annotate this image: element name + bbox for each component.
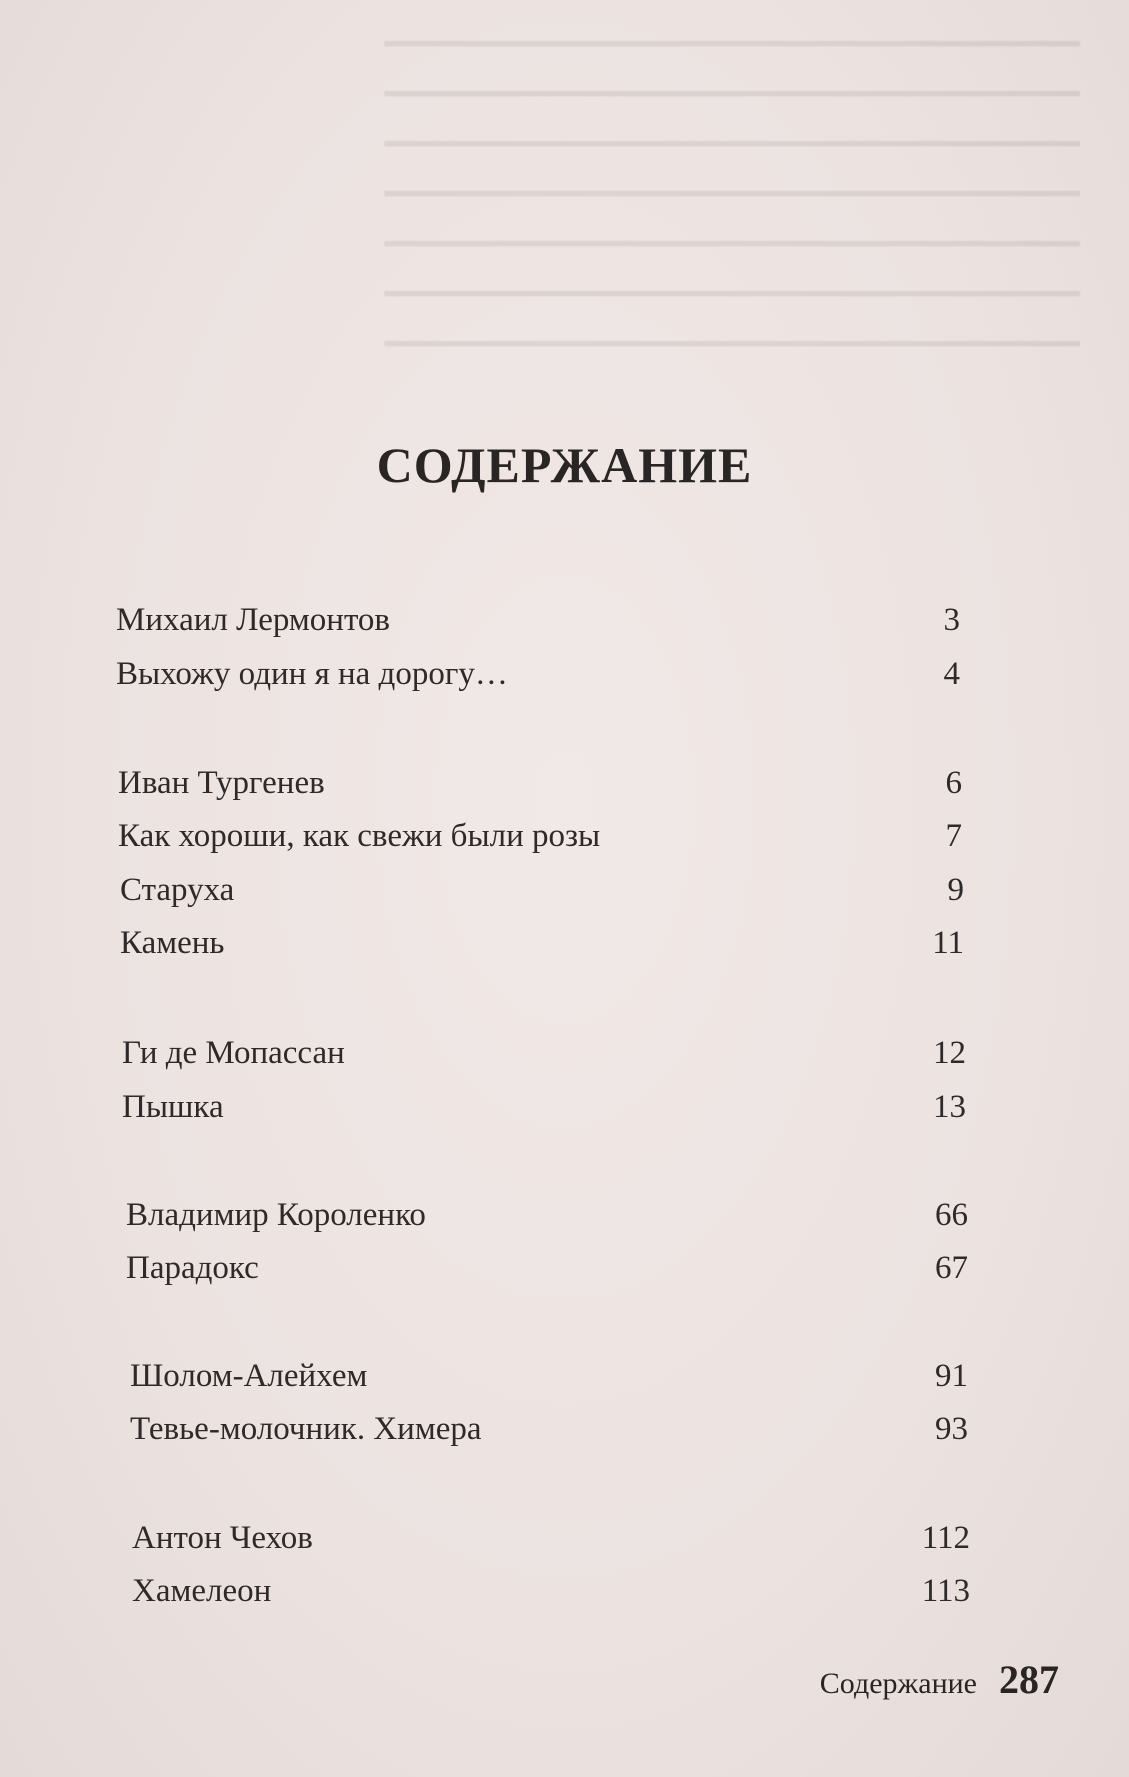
page-number: 287 (999, 1657, 1059, 1702)
toc-entry-title: Ги де Мопассан (122, 1035, 345, 1071)
toc-entry[interactable] (132, 1573, 970, 1621)
toc-entry[interactable] (122, 1089, 966, 1137)
toc-entry[interactable] (120, 925, 964, 973)
toc-entry-title: Камень (120, 925, 225, 961)
toc-entry-page: 11 (932, 925, 964, 961)
toc-entry-title: Старуха (120, 872, 235, 908)
toc-entry-page: 93 (935, 1411, 968, 1447)
toc-entry-page: 112 (921, 1520, 970, 1556)
toc-entry[interactable] (120, 872, 964, 920)
toc-entry[interactable] (126, 1250, 968, 1298)
page-footer (820, 1656, 1059, 1703)
toc-entry-page: 3 (943, 602, 960, 638)
toc-entry-page: 67 (935, 1250, 968, 1286)
toc-entry-title: Иван Тургенев (118, 765, 325, 801)
toc-entry[interactable] (130, 1358, 968, 1406)
toc-entry[interactable] (126, 1197, 968, 1245)
toc-entry-title: Парадокс (126, 1250, 259, 1286)
toc-entry-page: 113 (921, 1573, 970, 1609)
toc-entry-title: Владимир Короленко (126, 1197, 426, 1233)
toc-entry[interactable] (118, 818, 962, 866)
toc-entry[interactable] (122, 1035, 966, 1083)
toc-entry-page: 6 (945, 765, 962, 801)
toc-entry-title: Выхожу один я на дорогу… (116, 656, 508, 692)
toc-entry-title: Хамелеон (132, 1573, 272, 1609)
toc-entry-page: 4 (943, 656, 960, 692)
toc-entry-title: Тевье-молочник. Химера (130, 1411, 482, 1447)
toc-entry-title: Пышка (122, 1089, 224, 1125)
toc-entry-title: Антон Чехов (132, 1520, 313, 1556)
toc-entry[interactable] (118, 765, 962, 813)
running-footer-section: Содержание (819, 1667, 977, 1700)
toc-entry-page: 12 (933, 1035, 966, 1071)
toc-entry[interactable] (132, 1520, 970, 1568)
toc-entry[interactable] (116, 602, 960, 650)
bleed-through-texture: ━━━━━━━━━━━━━━━━━━━━━━━━━━━━━━━━━━━ ━━━━━━━━━━━━━━━━━━━━━━━━━━━━━━━━━━━ ━━━━━━━━━━━━━━━━━━━━━━━━━━━━━━━━━━━ ━━━━━━━━━━━━━━━━━━━━━━━━━━━━━━━━━━━ ━━━━━━━━━━━━━━━━━━━━━━━━━━━━━━━━━━━ ━━━━━━━━━━━━━━━━━━━━━━━━━━━━━━━━━━━ ━━━━━━━━━━━━━━━━━━━━━━━━━━━━━━━━━━━ (384, 27, 1080, 363)
toc-entry[interactable] (130, 1411, 968, 1459)
toc-entry-title: Шолом-Алейхем (130, 1358, 368, 1394)
toc-entry-page: 91 (935, 1358, 968, 1394)
toc-entry-title: Как хороши, как свежи были розы (118, 818, 601, 854)
toc-heading: СОДЕРЖАНИЕ (376, 437, 753, 493)
toc-entry-page: 13 (933, 1089, 966, 1125)
toc-entry-title: Михаил Лермонтов (116, 602, 391, 638)
toc-entry-page: 66 (935, 1197, 968, 1233)
toc-entry-page: 9 (947, 872, 964, 908)
toc-entry-page: 7 (945, 818, 962, 854)
toc-entry[interactable] (116, 656, 960, 704)
